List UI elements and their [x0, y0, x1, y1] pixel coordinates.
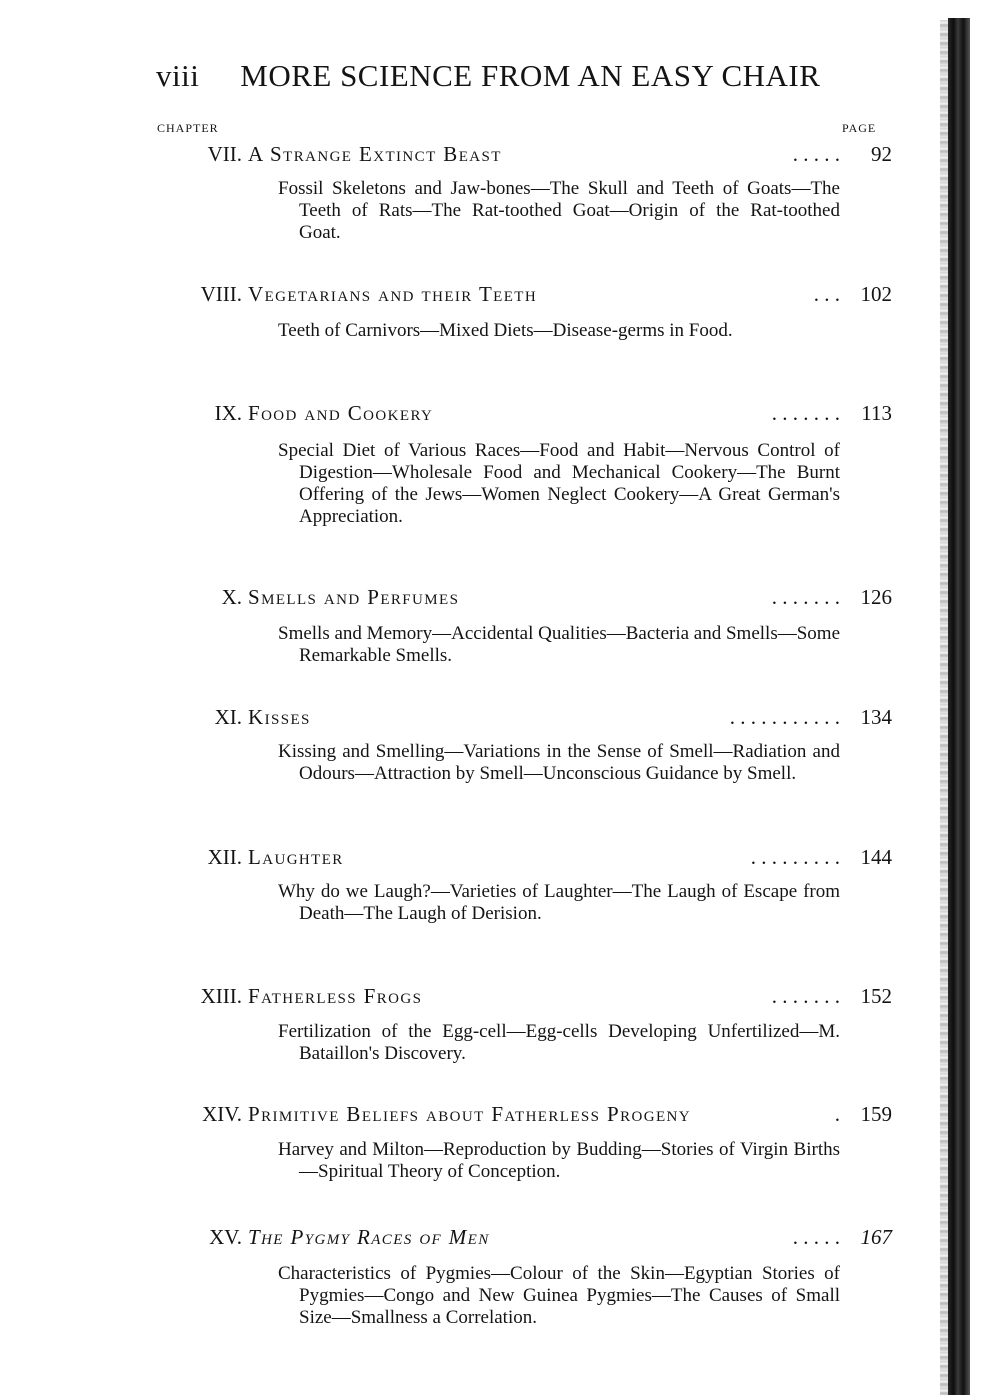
leader-dots: . . . . . . . — [771, 984, 840, 1008]
chapter-column-label: CHAPTER — [157, 121, 219, 135]
chapter-numeral: IX. — [214, 401, 242, 425]
chapter-numeral: XIII. — [200, 984, 242, 1008]
toc-entry-line — [160, 705, 892, 735]
chapter-page-number: 134 — [860, 705, 892, 729]
chapter-page-number: 159 — [860, 1102, 892, 1126]
chapter-title: The Pygmy Races of Men — [248, 1225, 490, 1249]
toc-entry-line — [160, 984, 892, 1014]
chapter-title: Food and Cookery — [248, 401, 434, 425]
chapter-numeral: XII. — [207, 845, 242, 869]
chapter-title: Smells and Perfumes — [248, 585, 460, 609]
toc-entry-line — [160, 845, 892, 875]
chapter-synopsis: Fertilization of the Egg-cell—Egg-cells Developing Unfertilized—M. Bataillon's Discovery. — [278, 1021, 840, 1064]
chapter-page-number: 144 — [860, 845, 892, 869]
chapter-title: Vegetarians and their Teeth — [248, 282, 538, 306]
leader-dots: . . . . . . . — [771, 585, 840, 609]
toc-entry-line — [160, 1225, 892, 1255]
chapter-page-number: 167 — [860, 1225, 892, 1249]
page-folio: viii — [156, 58, 200, 93]
chapter-synopsis: Kissing and Smelling—Variations in the Sense of Smell—Radiation and Odours—Attraction by Smell—Unconscious Guidance by Smell. — [278, 741, 840, 784]
running-head — [156, 58, 896, 102]
toc-entry-line — [160, 1102, 892, 1132]
chapter-title: Laughter — [248, 845, 344, 869]
chapter-synopsis: Fossil Skeletons and Jaw-bones—The Skull and Teeth of Goats—The Teeth of Rats—The Rat-toothed Goat—Origin of the Rat-toothed Goat. — [278, 178, 840, 243]
leader-dots: . — [834, 1102, 840, 1126]
chapter-page-number: 113 — [861, 401, 892, 425]
chapter-synopsis: Smells and Memory—Accidental Qualities—Bacteria and Smells—Some Remarkable Smells. — [278, 623, 840, 666]
chapter-numeral: VII. — [207, 142, 242, 166]
book-spine-shadow — [948, 18, 970, 1395]
toc-entry-line — [160, 585, 892, 615]
chapter-numeral: XIV. — [202, 1102, 242, 1126]
toc-entry-line — [160, 282, 892, 312]
chapter-synopsis: Teeth of Carnivors—Mixed Diets—Disease-germs in Food. — [278, 320, 733, 341]
leader-dots: . . . . . — [792, 142, 840, 166]
chapter-numeral: XV. — [209, 1225, 242, 1249]
leader-dots: . . . . . — [792, 1225, 840, 1249]
chapter-page-number: 152 — [860, 984, 892, 1008]
chapter-numeral: VIII. — [200, 282, 242, 306]
chapter-synopsis: Why do we Laugh?—Varieties of Laughter—The Laugh of Escape from Death—The Laugh of Derision. — [278, 881, 840, 924]
chapter-title: Primitive Beliefs about Fatherless Progeny — [248, 1102, 692, 1126]
toc-entry-line — [160, 142, 892, 172]
synopsis-text: Special Diet of Various Races—Food and Habit—Nervous Control of Digestion—Wholesale Food and Mechanical Cookery—The Burnt Offering of the Jews—Women Neglect Cookery—A Great German's Appreciation. — [278, 440, 840, 527]
book-title: MORE SCIENCE FROM AN EASY CHAIR — [240, 58, 821, 93]
chapter-synopsis: Characteristics of Pygmies—Colour of the Skin—Egyptian Stories of Pygmies—Congo and New Guinea Pygmies—The Causes of Small Size—Smallness a Correlation. — [278, 1263, 840, 1328]
chapter-numeral: X. — [221, 585, 242, 609]
page-column-label: PAGE — [842, 121, 877, 135]
leader-dots: . . . . . . . . . — [750, 845, 840, 869]
chapter-title: A Strange Extinct Beast — [248, 142, 502, 166]
page-edge-shadow — [940, 20, 948, 1395]
chapter-page-number: 126 — [860, 585, 892, 609]
chapter-numeral: XI. — [214, 705, 242, 729]
leader-dots: . . . . . . . — [771, 401, 840, 425]
leader-dots: . . . . . . . . . . . — [729, 705, 840, 729]
chapter-page-number: 102 — [860, 282, 892, 306]
toc-entry-line — [160, 401, 892, 431]
chapter-title: Fatherless Frogs — [248, 984, 423, 1008]
chapter-page-number: 92 — [871, 142, 892, 166]
chapter-title: Kisses — [248, 705, 311, 729]
chapter-synopsis — [278, 440, 840, 528]
leader-dots: . . . — [813, 282, 840, 306]
chapter-synopsis: Harvey and Milton—Reproduction by Budding—Stories of Virgin Births—Spiritual Theory of Conception. — [278, 1139, 840, 1182]
